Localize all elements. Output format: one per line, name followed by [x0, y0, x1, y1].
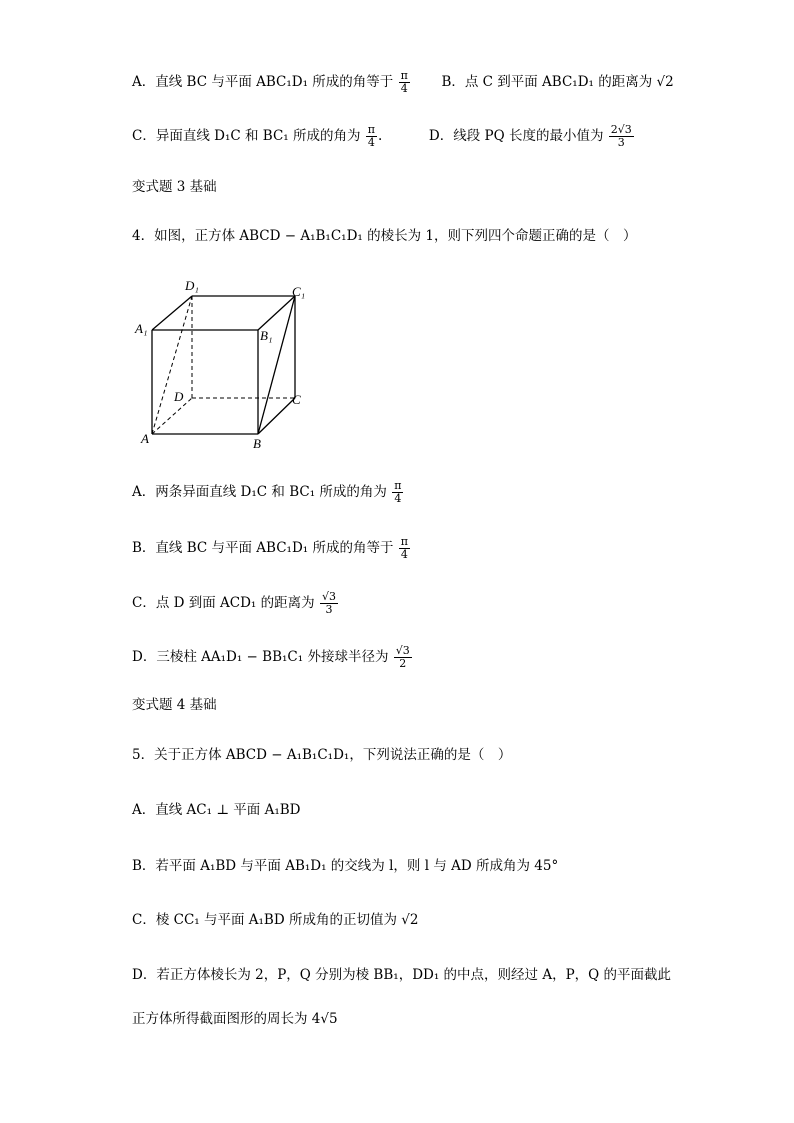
fraction-numerator: π — [367, 123, 376, 136]
variant-3-heading: 变式题 3 基础 — [132, 179, 217, 195]
q3-option-a-line — [132, 70, 674, 95]
fraction-numerator: 2√3 — [610, 123, 632, 136]
q4-option-b — [132, 536, 411, 561]
vertex-label-c1: C₁ — [292, 284, 306, 299]
fraction-denominator: 3 — [617, 136, 625, 149]
q4-option-b-text: B．直线 BC 与平面 ABC₁D₁ 所成的角等于 — [132, 540, 394, 556]
q4-option-c-fraction — [320, 591, 338, 616]
fraction-denominator: 4 — [394, 492, 402, 505]
fraction-denominator: 3 — [325, 603, 333, 616]
vertex-label-d1: D₁ — [185, 278, 199, 293]
q3-option-a-text: A．直线 BC 与平面 ABC₁D₁ 所成的角等于 — [132, 74, 394, 90]
q4-option-c — [132, 591, 339, 616]
vertex-label-d: D — [174, 389, 184, 404]
vertex-label-b1: B₁ — [260, 328, 273, 343]
q3-option-cd-line — [132, 124, 635, 149]
q4-option-c-text: C．点 D 到面 ACD₁ 的距离为 — [132, 595, 315, 611]
q3-option-c-period: . — [378, 128, 383, 144]
vertex-label-c: C — [292, 392, 301, 407]
fraction-denominator: 2 — [399, 657, 407, 670]
q4-option-b-fraction — [399, 536, 410, 561]
q3-option-d-fraction — [609, 124, 634, 149]
fraction-numerator: π — [394, 479, 402, 492]
fraction-numerator: π — [400, 69, 408, 82]
vertex-label-a: A — [141, 431, 149, 446]
q4-option-a-fraction — [392, 480, 403, 505]
fraction-denominator: 4 — [400, 82, 408, 95]
q4-stem: 4．如图，正方体 ABCD − A₁B₁C₁D₁ 的棱长为 1，则下列四个命题正确的是（ ） — [132, 228, 637, 244]
fraction-denominator: 4 — [400, 548, 408, 561]
q5-stem: 5．关于正方体 ABCD − A₁B₁C₁D₁，下列说法正确的是（ ） — [132, 747, 512, 763]
variant-4-heading: 变式题 4 基础 — [132, 697, 217, 713]
fraction-numerator: √3 — [395, 644, 410, 657]
fraction-numerator: π — [400, 535, 409, 548]
q4-option-a — [132, 480, 404, 505]
q5-option-d-line2: 正方体所得截面图形的周长为 4√5 — [132, 1011, 338, 1027]
q4-option-d-text: D．三棱柱 AA₁D₁ − BB₁C₁ 外接球半径为 — [132, 649, 389, 665]
q3-option-c-text: C．异面直线 D₁C 和 BC₁ 所成的角为 — [132, 128, 361, 144]
q3-option-c-fraction — [366, 124, 377, 149]
q3-option-d-text: D．线段 PQ 长度的最小值为 — [428, 128, 604, 144]
cube-figure — [132, 276, 322, 452]
vertex-label-a1: A₁ — [135, 321, 148, 336]
q3-option-a-fraction — [399, 70, 410, 95]
q3-option-b-text: B．点 C 到平面 ABC₁D₁ 的距离为 √2 — [441, 74, 674, 90]
q4-option-d-fraction — [394, 645, 412, 670]
q5-option-c: C．棱 CC₁ 与平面 A₁BD 所成角的正切值为 √2 — [132, 912, 419, 928]
q4-option-a-text: A．两条异面直线 D₁C 和 BC₁ 所成的角为 — [132, 484, 387, 500]
q5-option-b: B．若平面 A₁BD 与平面 AB₁D₁ 的交线为 l，则 l 与 AD 所成角为 45° — [132, 858, 559, 874]
q5-option-d-line1: D．若正方体棱长为 2，P，Q 分别为棱 BB₁，DD₁ 的中点，则经过 A，P，Q 的平面截此 — [132, 967, 672, 983]
fraction-denominator: 4 — [367, 136, 375, 149]
q4-option-d — [132, 645, 413, 670]
fraction-numerator: √3 — [321, 590, 336, 603]
vertex-label-b: B — [253, 436, 261, 451]
q5-option-a: A．直线 AC₁ ⊥ 平面 A₁BD — [132, 802, 301, 818]
